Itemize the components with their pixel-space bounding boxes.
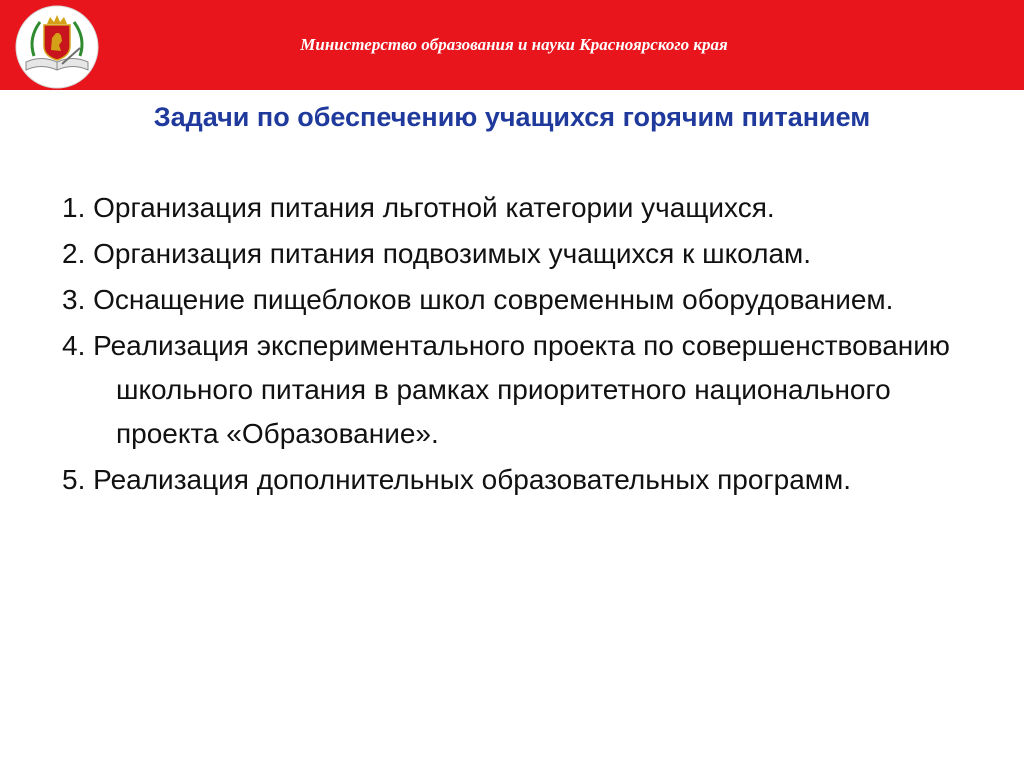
task-item-2: 2. Организация питания подвозимых учащихся к школам. — [62, 238, 812, 269]
task-item-1: 1. Организация питания льготной категории учащихся. — [62, 192, 775, 223]
slide-title: Задачи по обеспечению учащихся горячим питанием — [153, 102, 871, 132]
krasnoyarsk-coat-of-arms-icon — [14, 4, 100, 90]
ministry-name: Министерство образования и науки Красноярского края — [300, 35, 728, 54]
task-item-4: 4. Реализация экспериментального проекта по совершенствованию школьного питания в рамках приоритетного национального проекта «Образование». — [62, 330, 950, 449]
header-bar — [0, 0, 1024, 90]
task-list — [62, 186, 962, 504]
task-item-5: 5. Реализация дополнительных образовательных программ. — [62, 464, 852, 495]
task-item-3: 3. Оснащение пищеблоков школ современным оборудованием. — [62, 284, 894, 315]
